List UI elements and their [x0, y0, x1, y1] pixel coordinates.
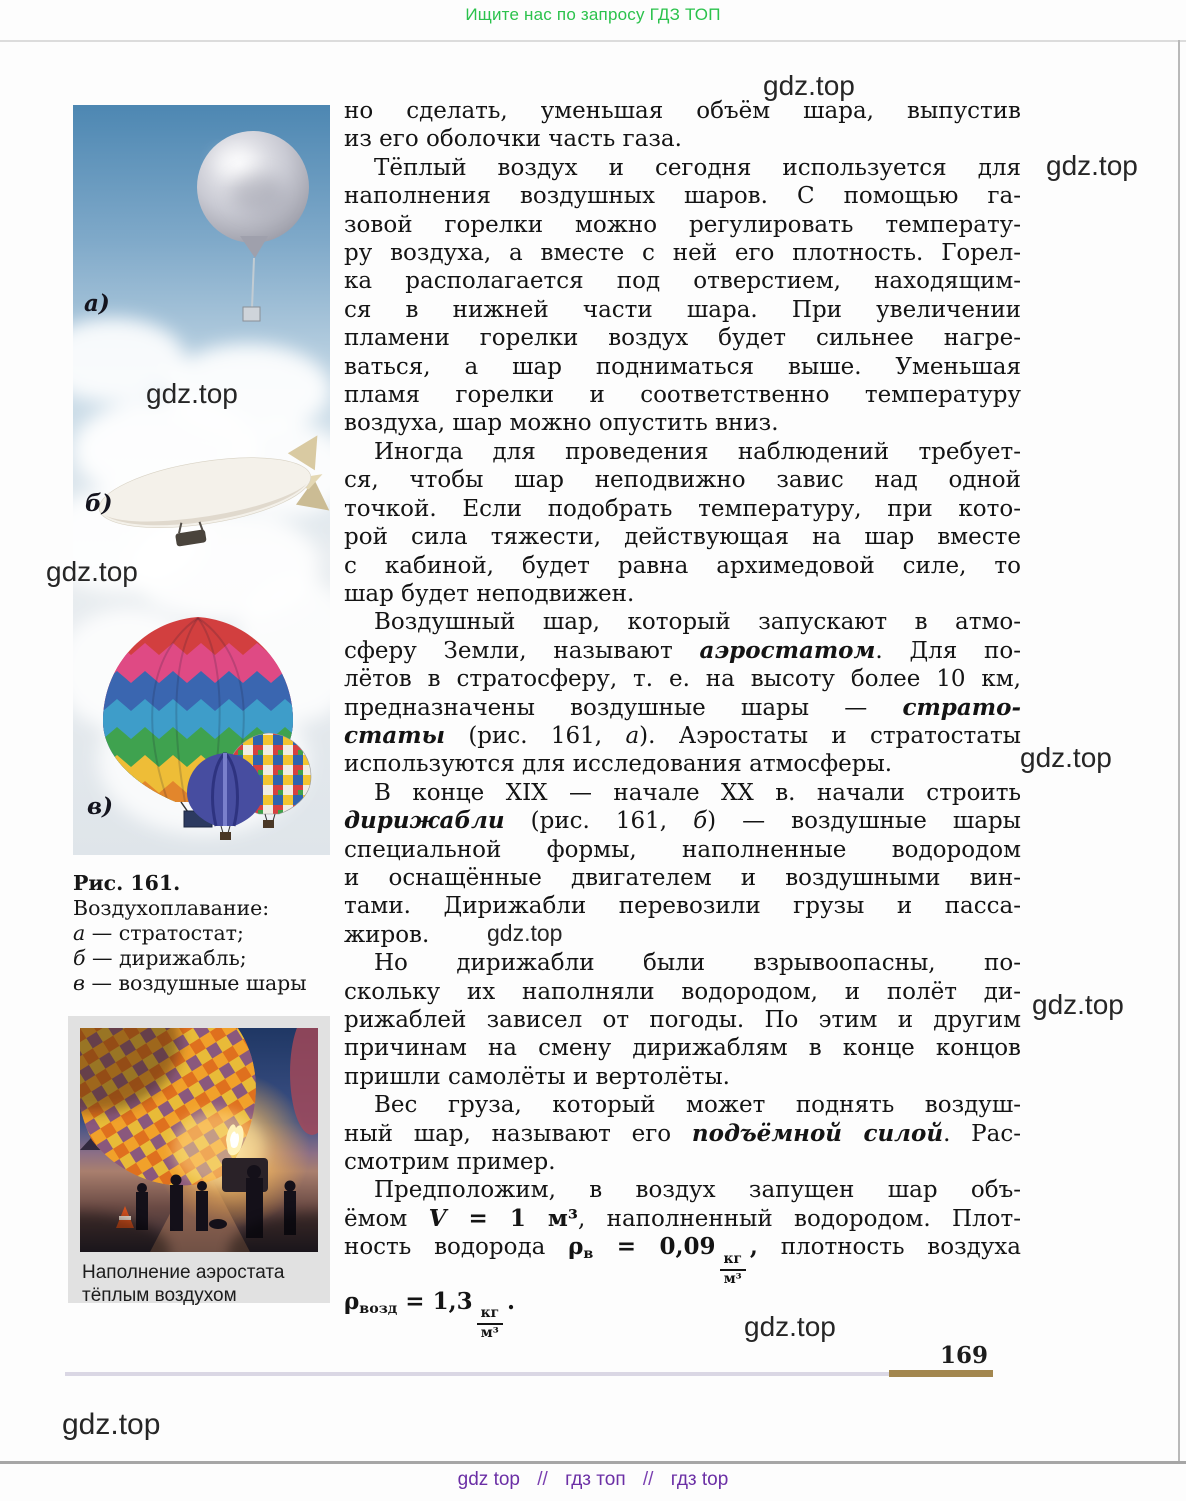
footer-separator: //: [537, 1469, 548, 1490]
text-line: В конце XIX — начале XX в. начали строить: [374, 779, 1021, 806]
text-line: сферу Земли, называют аэростатом. Для по-: [344, 636, 1021, 664]
figure-161: [73, 105, 330, 855]
text-line: ρвозд = 1,3 $\frac{кг}{\text{м³}}$ .: [344, 1287, 516, 1341]
figure-161-caption: [73, 871, 341, 996]
text-line: Воздушный шар, который запускают в атмо-: [374, 609, 1021, 636]
text-line: зовой горелки можно регулировать температу-: [344, 211, 1021, 238]
text-line: тами. Дирижабли перевозили грузы и пасса-: [344, 893, 1021, 920]
item-marker: а: [73, 921, 86, 945]
text-line: ваться, а шар подниматься выше. Уменьшая: [344, 353, 1021, 380]
text-line: и оснащённые двигателем и воздушными вин-: [344, 864, 1021, 891]
text-line: скольку их наполняли водородом, и полёт ди-: [344, 978, 1021, 1005]
text-line: Тёплый воздух и сегодня используется для: [374, 154, 1021, 181]
text-line: ность водорода ρв = 0,09 $\frac{кг}{\text{м³}}$ , плотность воздуха: [344, 1233, 1021, 1287]
item-text: — воздушные шары: [84, 971, 307, 995]
text-line: ру воздуха, а вместе с ней его плотность. Горел-: [344, 240, 1021, 267]
watermark-gdz-top: gdz.top: [487, 920, 563, 946]
text-line: шар будет неподвижен.: [344, 580, 635, 607]
text-line: точкой. Если подобрать температуру, при кото-: [344, 495, 1021, 522]
text-line: с кабиной, будет равна архимедовой силе, то: [344, 552, 1021, 579]
footer-rule-accent: [889, 1370, 993, 1377]
text-line: причинам на смену дирижаблям в конце концов: [344, 1035, 1021, 1062]
footer-links: [0, 1469, 1186, 1491]
figure-caption-title: Рис. 161.: [73, 871, 181, 895]
figure-161-illustration: [73, 105, 330, 855]
footer-rule: [65, 1372, 889, 1376]
text-line: ся, чтобы шар неподвижно завис над одной: [344, 467, 1021, 494]
photo-caption: Наполнение аэростата тёплым воздухом: [82, 1262, 285, 1306]
text-line: из его оболочки часть газа.: [344, 126, 682, 153]
text-line: Иногда для проведения наблюдений требует-: [374, 438, 1021, 465]
watermark-gdz-top: gdz.top: [744, 1311, 836, 1342]
figure-label-a: а): [84, 290, 110, 317]
watermark-gdz-top: gdz.top: [763, 70, 855, 101]
text-line: дирижабли (рис. 161, б) — воздушные шары: [344, 807, 1021, 835]
figure-caption-item: [73, 946, 341, 971]
watermark-gdz-top: gdz.top: [1046, 150, 1138, 181]
text-line: специальной формы, наполненные водородом: [344, 836, 1021, 863]
text-line: Но дирижабли были взрывоопасны, по-: [374, 950, 1021, 977]
page-edge-line: [1178, 40, 1180, 1461]
text-line: ный шар, называют его подъёмной силой. Рас-: [344, 1119, 1021, 1147]
text-line: рижаблей зависел от погоды. По этим и другим: [344, 1007, 1021, 1033]
text-line: лётов в стратосферу, т. е. на высоту более 10 км,: [344, 666, 1021, 693]
watermark-gdz-top: gdz.top: [1032, 989, 1124, 1020]
text-line: ёмом V = 1 м³, наполненный водородом. Плот-: [344, 1204, 1021, 1232]
text-line: статы (рис. 161, а). Аэростаты и стратостаты: [344, 721, 1021, 749]
balloon-inflation-photo: [80, 1028, 318, 1252]
body-text: [344, 97, 1021, 1342]
text-line: ка располагается под отверстием, находящим-: [344, 268, 1021, 295]
item-marker: в: [73, 971, 85, 995]
item-marker: б: [73, 946, 86, 970]
text-line: пламя горелки и соответственно температуру: [344, 382, 1021, 409]
text-line: пламени горелки воздух будет сильнее нагре-: [344, 325, 1021, 352]
figure-caption-intro: Воздухоплавание:: [73, 896, 270, 920]
watermark-gdz-top: gdz.top: [62, 1408, 161, 1441]
top-divider: [0, 40, 1186, 42]
figure-caption-item: [73, 921, 341, 946]
watermark-gdz-top: gdz.top: [146, 378, 238, 409]
text-line: но сделать, уменьшая объём шара, выпустив: [344, 98, 1021, 124]
watermark-gdz-top: gdz.top: [46, 556, 138, 587]
item-text: — стратостат;: [85, 921, 244, 945]
text-line: Предположим, в воздух запущен шар объ-: [374, 1177, 1021, 1204]
text-line: рой сила тяжести, действующая на шар вместе: [344, 524, 1021, 551]
watermark-gdz-top: gdz.top: [1020, 742, 1112, 773]
text-line: смотрим пример.: [344, 1149, 556, 1176]
page-number: 169: [939, 1342, 988, 1369]
text-line: используются для исследования атмосферы.: [344, 751, 893, 778]
text-line: воздуха, шар можно опустить вниз.: [344, 410, 779, 437]
text-line: наполнения воздушных шаров. С помощью га-: [344, 183, 1021, 210]
fraction: $\frac{кг}{\text{м³}}$: [720, 1252, 746, 1288]
footer-separator: //: [642, 1469, 654, 1490]
text-line: жиров.: [344, 921, 430, 948]
fraction: $\frac{кг}{\text{м³}}$: [477, 1306, 503, 1342]
figure-label-b: б): [85, 490, 113, 517]
text-line: предназначены воздушные шары — страто-: [344, 693, 1021, 721]
bottom-divider: [0, 1461, 1186, 1464]
text-line: Вес груза, который может поднять воздуш-: [374, 1092, 1021, 1119]
figure-label-v: в): [87, 793, 113, 820]
footer-link-2[interactable]: гдз топ: [565, 1469, 626, 1490]
text-line: ся в нижней части шара. При увеличении: [344, 296, 1021, 323]
footer-link-3[interactable]: гдз top: [670, 1469, 729, 1490]
footer-link-1[interactable]: gdz top: [457, 1469, 520, 1490]
figure-caption-item: [73, 971, 341, 996]
photo-card: [68, 1016, 330, 1306]
item-text: — дирижабль;: [85, 946, 247, 970]
text-line: пришли самолёты и вертолёты.: [344, 1063, 730, 1090]
promo-banner: Ищите нас по запросу ГДЗ ТОП: [465, 5, 721, 24]
